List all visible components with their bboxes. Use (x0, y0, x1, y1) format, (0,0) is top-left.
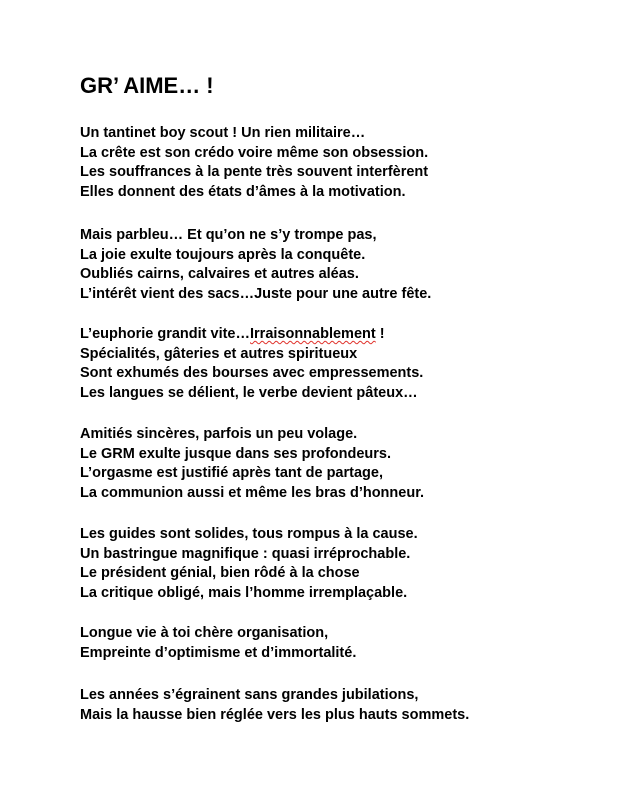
poem-line: Elles donnent des états d’âmes à la motivation. (80, 183, 406, 200)
poem-title: GR’ AIME… ! (80, 73, 214, 98)
stanza-3 (80, 325, 423, 403)
poem-line: Le président génial, bien rôdé à la chose (80, 565, 360, 581)
poem-line: Les guides sont solides, tous rompus à la cause. (80, 526, 418, 542)
stanza-6 (80, 624, 356, 663)
poem-line: Spécialités, gâteries et autres spiritueux (80, 345, 358, 362)
poem-line: Oubliés cairns, calvaires et autres aléas. (80, 266, 359, 282)
poem-line: L’intérêt vient des sacs…Juste pour une autre fête. (80, 285, 432, 302)
poem-line: Les années s’égrainent sans grandes jubilations, (80, 687, 419, 703)
stanza-2 (80, 226, 431, 304)
poem-line: Mais la hausse bien réglée vers les plus hauts sommets. (80, 706, 470, 723)
poem-line: La communion aussi et même les bras d’honneur. (80, 484, 425, 501)
poem-line: Un bastringue magnifique : quasi irréprochable. (80, 545, 411, 562)
poem-line: La crête est son crédo voire même son obsession. (80, 144, 429, 161)
poem-line: Empreinte d’optimisme et d’immortalité. (80, 644, 357, 661)
stanza-1 (80, 124, 428, 202)
poem-line: Amitiés sincères, parfois un peu volage. (80, 426, 358, 442)
poem-line: La joie exulte toujours après la conquête. (80, 246, 366, 263)
poem-line: Mais parbleu… Et qu’on ne s’y trompe pas, (80, 227, 377, 243)
stanza-5 (80, 525, 418, 603)
poem-line: Les souffrances à la pente très souvent interfèrent (80, 164, 429, 180)
poem-line: L’orgasme est justifié après tant de partage, (80, 465, 383, 481)
spellcheck-flagged-word[interactable]: Irraisonnablement (250, 326, 376, 342)
poem-line: La critique obligé, mais l’homme irremplaçable. (80, 584, 408, 601)
poem-line-start: L’euphorie grandit vite… (80, 326, 250, 342)
stanza-4 (80, 425, 424, 503)
poem-line (80, 325, 423, 345)
poem-line: Un tantinet boy scout ! Un rien militaire… (80, 125, 366, 141)
stanza-7 (80, 686, 469, 725)
poem-line: Les langues se délient, le verbe devient pâteux… (80, 384, 418, 401)
poem-line: Le GRM exulte jusque dans ses profondeurs. (80, 445, 392, 462)
poem-line: Longue vie à toi chère organisation, (80, 625, 329, 641)
poem-line-end: ! (375, 326, 385, 342)
poem-line: Sont exhumés des bourses avec empressements. (80, 365, 424, 381)
